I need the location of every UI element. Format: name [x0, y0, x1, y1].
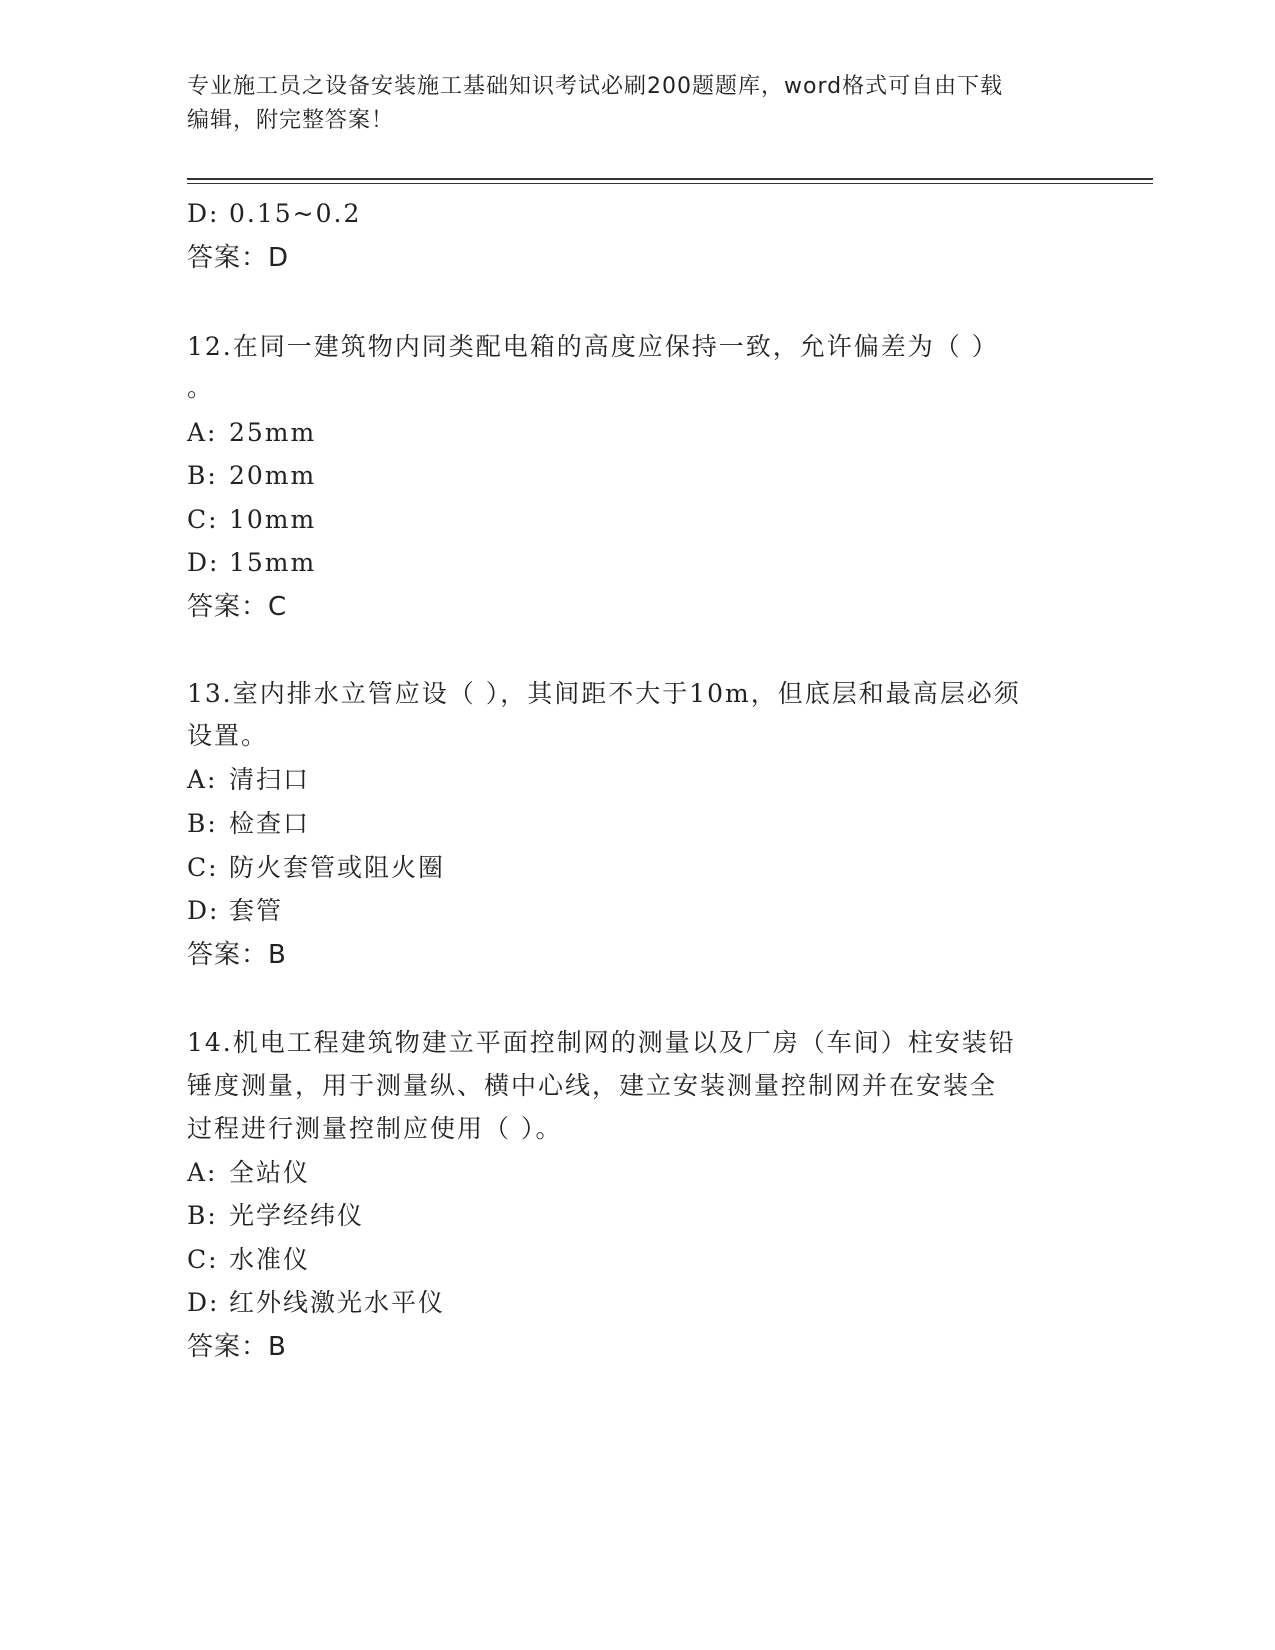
q14-option-a — [187, 1157, 310, 1189]
q13-stem-line2: 设置。 — [187, 721, 269, 750]
q12-stem-line1: 12.在同一建筑物内同类配电箱的高度应保持一致，允许偏差为（ ） — [187, 332, 999, 361]
option-text: 15mm — [229, 548, 317, 577]
q11-answer: 答案：D — [187, 243, 290, 273]
option-label: B: — [187, 1201, 218, 1230]
option-label: C: — [187, 1245, 219, 1274]
option-text: 25mm — [229, 418, 317, 447]
option-label: A: — [187, 765, 218, 794]
q12-option-d — [187, 547, 316, 579]
q13-stem-line1: 13.室内排水立管应设（ ），其间距不大于10m，但底层和最高层必须 — [187, 679, 1021, 708]
option-text: 水准仪 — [229, 1245, 311, 1274]
option-label: D: — [187, 548, 220, 577]
option-label: D: — [187, 1288, 220, 1317]
q13-option-c — [187, 852, 445, 884]
option-text: 防火套管或阻火圈 — [229, 853, 446, 882]
q13-option-b — [187, 808, 310, 840]
q14-option-c — [187, 1244, 310, 1276]
option-label: A: — [187, 418, 218, 447]
option-text: 套管 — [229, 896, 284, 925]
option-text: 红外线激光水平仪 — [229, 1288, 446, 1317]
q14-option-d — [187, 1287, 445, 1319]
q14-stem-line1: 14.机电工程建筑物建立平面控制网的测量以及厂房（车间）柱安装铅 — [187, 1028, 1016, 1057]
option-text: 检查口 — [229, 809, 311, 838]
q13-option-a — [187, 764, 310, 796]
option-label: B: — [187, 461, 218, 490]
option-label: D: — [187, 896, 220, 925]
header-divider-thin — [187, 183, 1153, 184]
option-label: B: — [187, 809, 218, 838]
q12-option-a — [187, 417, 316, 449]
q12-option-c — [187, 504, 316, 536]
header-divider-thick — [187, 178, 1153, 180]
q13-option-d — [187, 895, 283, 927]
header-title-line1: 专业施工员之设备安装施工基础知识考试必刷200题题库，word格式可自由下载 — [187, 74, 1004, 99]
option-text: 10mm — [229, 505, 317, 534]
q14-stem-line2: 锤度测量，用于测量纵、横中心线，建立安装测量控制网并在安装全 — [187, 1071, 998, 1100]
q12-stem-line2: 。 — [187, 373, 215, 402]
option-text: 全站仪 — [229, 1158, 311, 1187]
q13-answer: 答案：B — [187, 940, 287, 970]
option-text: 光学经纬仪 — [229, 1201, 365, 1230]
document-header — [187, 70, 1087, 138]
option-label: C: — [187, 505, 219, 534]
q12-answer: 答案：C — [187, 592, 288, 622]
option-label: D: — [187, 199, 220, 228]
option-label: A: — [187, 1158, 218, 1187]
q11-option-d — [187, 198, 361, 230]
option-text: 20mm — [229, 461, 317, 490]
header-title-line2: 编辑，附完整答案！ — [187, 108, 395, 133]
q14-stem-line3: 过程进行测量控制应使用（ ）。 — [187, 1114, 563, 1143]
option-text: 0.15~0.2 — [229, 199, 362, 228]
option-text: 清扫口 — [229, 765, 311, 794]
option-label: C: — [187, 853, 219, 882]
q12-option-b — [187, 460, 316, 492]
q14-option-b — [187, 1200, 364, 1232]
q14-answer: 答案：B — [187, 1332, 287, 1362]
